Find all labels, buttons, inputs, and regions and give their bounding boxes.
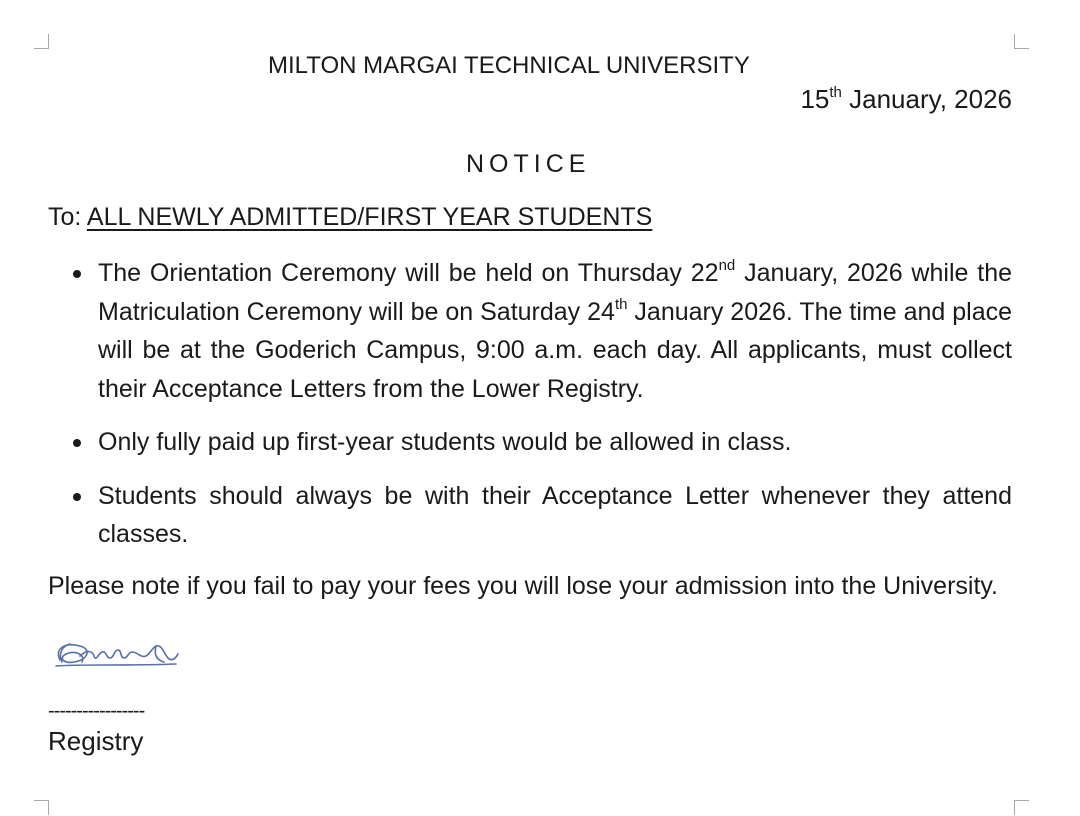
bullet-text: Only fully paid up first-year students would be allowed in class. — [98, 428, 792, 456]
notice-date — [800, 84, 1012, 115]
bullet-text-part: January, 2026 while the Matriculation Ceremony will be on Saturday 24 — [98, 259, 1012, 326]
list-item — [48, 423, 1012, 462]
notice-bullet-list — [48, 254, 1012, 569]
date-suffix: th — [829, 84, 842, 101]
bullet-text: Students should always be with their Acceptance Letter whenever they attend classes. — [98, 481, 1012, 548]
list-item — [48, 477, 1012, 554]
margin-corner-top-left — [34, 34, 49, 49]
recipient-audience: ALL NEWLY ADMITTED/FIRST YEAR STUDENTS — [86, 203, 653, 231]
list-item — [48, 254, 1012, 408]
ordinal-suffix: th — [614, 295, 628, 313]
recipient-prefix: To: — [48, 203, 87, 231]
notice-title: NOTICE — [466, 150, 591, 178]
signature-dashed-line: ----------------- — [48, 700, 145, 722]
margin-corner-bottom-left — [34, 800, 49, 815]
handwritten-signature — [52, 636, 182, 672]
bullet-text-part: January 2026. The time and place will be at the Goderich Campus, 9:00 a.m. each day. All applicants, must collect their Acceptance Letters from the Lower Registry. — [98, 297, 1013, 403]
margin-corner-bottom-right — [1014, 800, 1029, 815]
closing-note: Please note if you fail to pay your fees you will lose your admission into the University. — [48, 572, 998, 600]
bullet-text-part: The Orientation Ceremony will be held on Thursday 22 — [98, 259, 719, 287]
recipient-line — [48, 203, 652, 232]
institution-name: MILTON MARGAI TECHNICAL UNIVERSITY — [268, 52, 750, 79]
date-rest: January, 2026 — [841, 84, 1012, 114]
margin-corner-top-right — [1014, 34, 1029, 49]
ordinal-suffix: nd — [718, 257, 736, 274]
date-day: 15 — [800, 84, 830, 114]
signatory-office: Registry — [48, 726, 144, 756]
